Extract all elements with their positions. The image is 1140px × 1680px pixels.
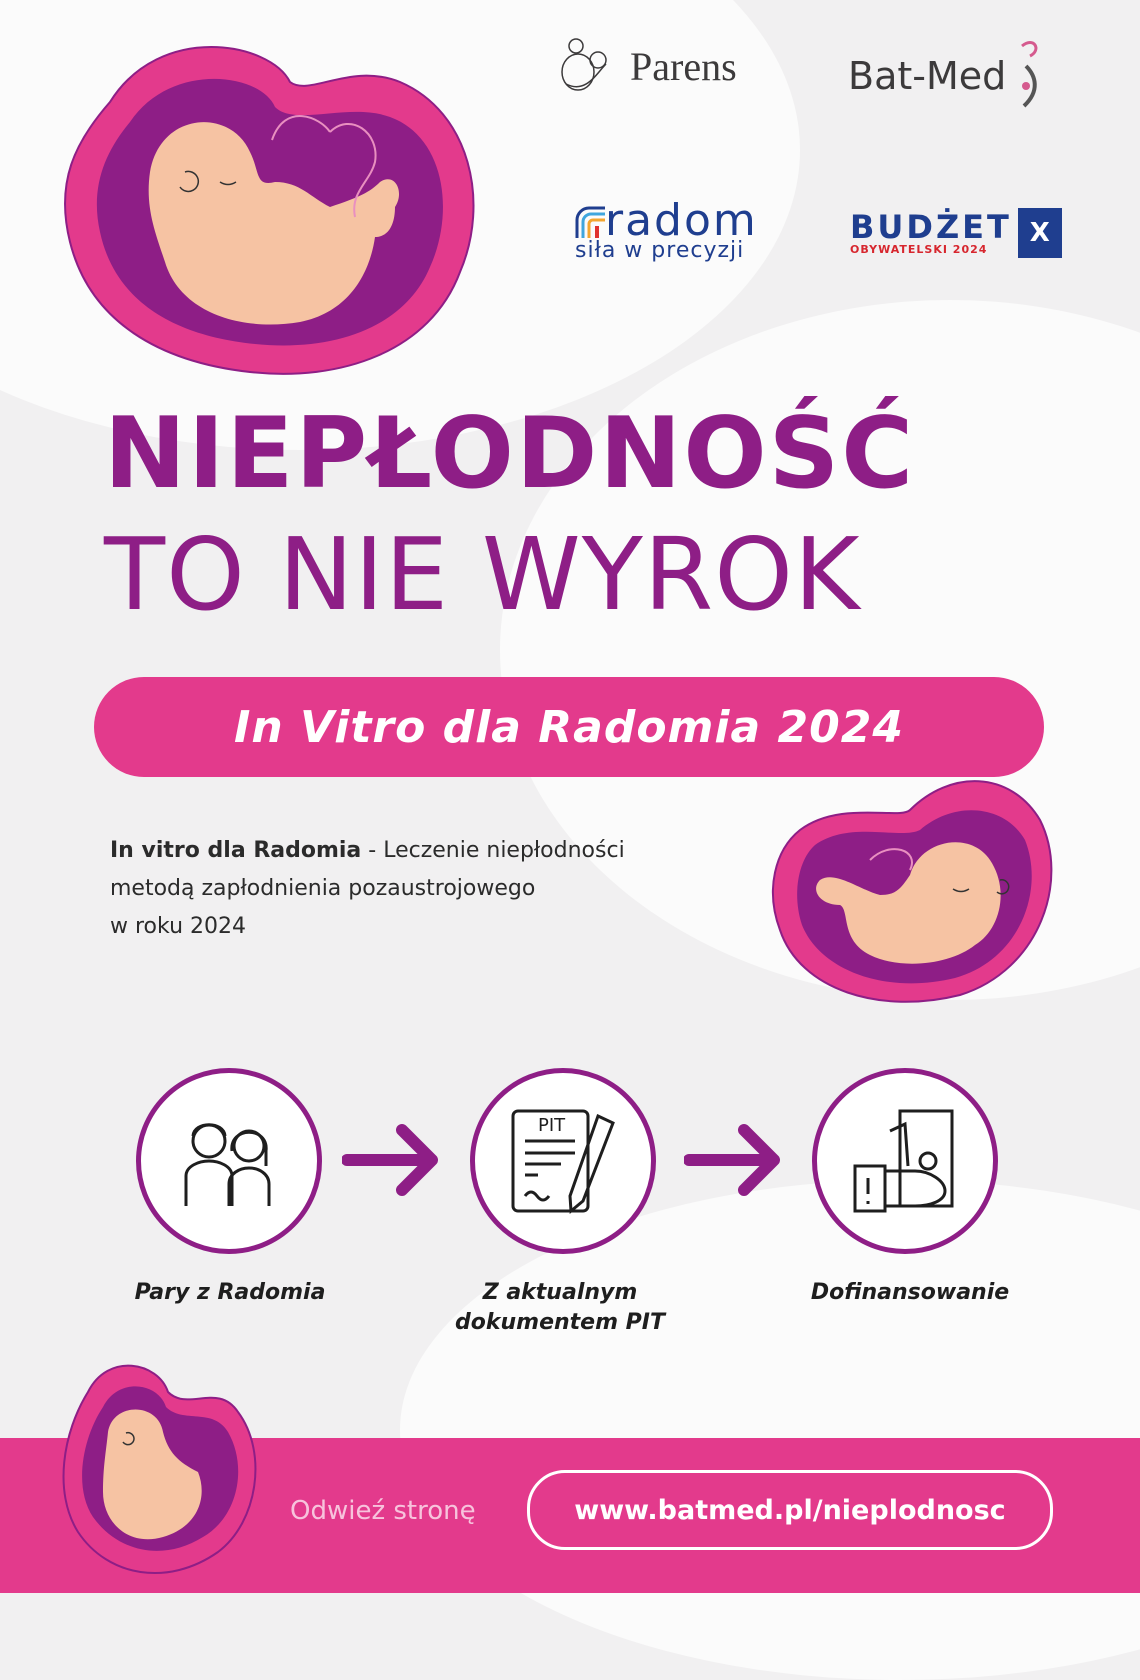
- batmed-symbol-icon: [1014, 36, 1044, 116]
- budzet-obywatelski-logo: [850, 208, 1062, 258]
- arrow-right-icon: [342, 1120, 442, 1200]
- radom-logo: [575, 195, 758, 263]
- program-banner-label: In Vitro dla Radomia 2024: [234, 701, 904, 753]
- money-hand-icon: [850, 1106, 960, 1216]
- program-description: [110, 832, 770, 946]
- parens-name: Parens: [630, 43, 737, 89]
- step-circle-couples: [136, 1068, 322, 1254]
- budzet-subtitle: OBYWATELSKI 2024: [850, 242, 988, 256]
- step-label-pit: Z aktualnym dokumentem PIT: [455, 1280, 665, 1335]
- step-circle-funding: [812, 1068, 998, 1254]
- website-url[interactable]: www.batmed.pl/nieplodnosc: [574, 1494, 1006, 1526]
- step-label-couples: Pary z Radomia: [134, 1280, 326, 1305]
- description-line2: metodą zapłodnienia pozaustrojowego: [110, 876, 536, 901]
- description-line1: - Leczenie niepłodności: [361, 838, 625, 863]
- step-label-funding: Dofinansowanie: [810, 1280, 1010, 1305]
- radom-slogan: siła w precyzji: [575, 238, 745, 263]
- description-line3: w roku 2024: [110, 914, 246, 939]
- parens-logo: [556, 34, 737, 98]
- description-bold: In vitro dla Radomia: [110, 838, 362, 863]
- radom-stripes-icon: [575, 206, 605, 238]
- embryo-illustration: [48, 1352, 268, 1582]
- budzet-title: BUDŻET: [850, 207, 1012, 246]
- radom-word: radom: [605, 195, 758, 246]
- svg-text:PIT: PIT: [538, 1115, 566, 1136]
- visit-site-label: Odwieź stronę: [290, 1496, 476, 1526]
- batmed-logo: [848, 36, 1044, 116]
- step-circle-pit: [470, 1068, 656, 1254]
- headline-line1: NIEPŁODNOŚĆ: [104, 397, 916, 511]
- embryo-illustration: [50, 22, 490, 382]
- website-link-button[interactable]: [527, 1470, 1053, 1550]
- couple-icon: [174, 1106, 284, 1216]
- arrow-right-icon: [684, 1120, 784, 1200]
- background-shape: [400, 1180, 1140, 1680]
- embryo-illustration: [760, 760, 1060, 1010]
- headline-line2: TO NIE WYROK: [104, 516, 861, 633]
- pit-document-icon: [503, 1101, 623, 1221]
- batmed-name: Bat-Med: [848, 54, 1007, 98]
- parens-symbol-icon: [556, 34, 620, 98]
- budzet-x-box: X: [1018, 208, 1062, 258]
